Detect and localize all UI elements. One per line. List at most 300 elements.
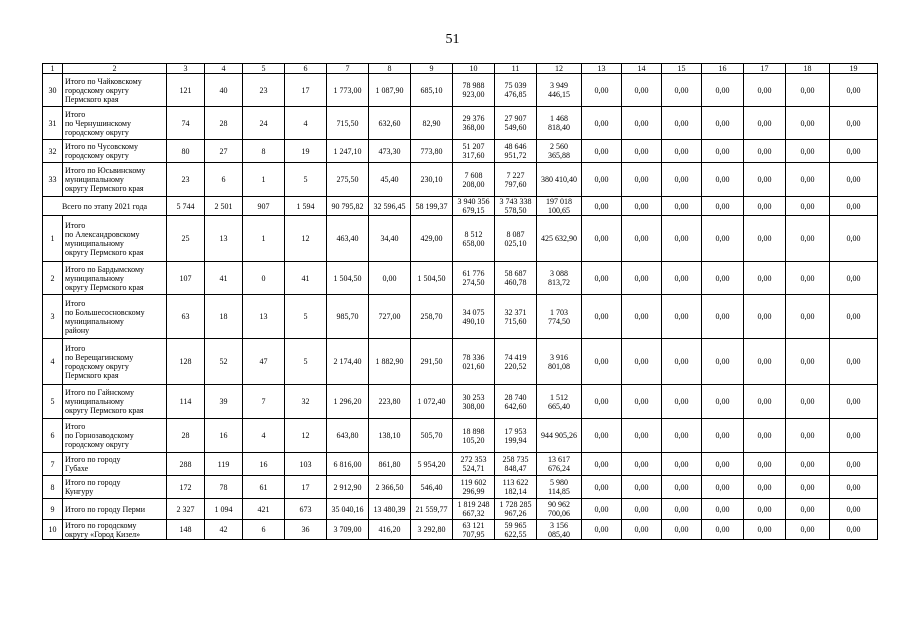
table-cell: 0,00 [830,74,878,107]
table-cell: 0,00 [830,163,878,197]
table-cell: 0,00 [744,419,786,453]
cell-line: 679,15 [462,206,485,215]
table-cell: 0,00 [744,262,786,295]
table-cell: 9 [43,499,63,520]
table-cell: 31 [43,107,63,140]
table-cell [63,385,167,419]
report-table [42,63,878,540]
table-cell: 7 [43,453,63,476]
table-cell: 230,10 [411,163,453,197]
table-cell: 546,40 [411,476,453,499]
table-cell: 13 [205,216,243,262]
table-cell: 0,00 [786,520,830,540]
table-cell: 0,00 [830,295,878,339]
table-cell: 0,00 [786,339,830,385]
cell-line: 951,72 [504,151,527,160]
table-cell: 0,00 [744,520,786,540]
table-cell [537,339,582,385]
table-cell: 0,00 [662,197,702,216]
table-cell: 7 [243,385,285,419]
table-cell [537,262,582,295]
column-header: 6 [285,64,327,74]
cell-line: муниципальному [65,397,124,406]
table-cell: 0,00 [744,499,786,520]
table-cell: 223,80 [369,385,411,419]
cell-line: 425 632,90 [541,234,577,243]
table-cell: 0,00 [582,197,622,216]
table-cell: 0,00 [702,476,744,499]
table-cell [537,499,582,520]
table-cell [453,295,495,339]
table-cell: 39 [205,385,243,419]
table-cell: 23 [243,74,285,107]
cell-line: муниципальному [65,273,124,283]
table-cell: 288 [167,453,205,476]
table-cell: 0,00 [622,499,662,520]
table-cell: 632,60 [369,107,411,140]
table-cell: 1 504,50 [411,262,453,295]
table-cell: 27 [205,140,243,163]
cell-line: 199,94 [504,435,527,445]
cell-line: 801,08 [548,361,570,371]
cell-line: 380 410,40 [541,175,577,184]
cell-line: Пермского края [65,94,119,104]
table-cell [537,476,582,499]
cell-line: 59 965 [504,520,527,530]
cell-line: 667,32 [462,509,485,518]
table-cell [453,197,495,216]
table-cell: 1 773,00 [327,74,369,107]
table-cell: 0,00 [662,419,702,453]
table-cell [63,520,167,540]
cell-line: Итого [65,220,86,230]
table-cell: 0,00 [786,453,830,476]
table-cell: 416,20 [369,520,411,540]
table-row [43,520,878,540]
table-cell: 429,00 [411,216,453,262]
cell-line: 818,40 [548,123,570,132]
table-cell: 28 [167,419,205,453]
table-cell [63,339,167,385]
table-cell: 0,00 [582,476,622,499]
cell-line: Итого [65,422,86,431]
table-row [43,216,878,262]
table-cell [495,216,537,262]
cell-line: Пермского края [65,370,119,380]
table-cell: 463,40 [327,216,369,262]
column-header: 9 [411,64,453,74]
cell-line: 025,10 [504,238,527,248]
table-cell [63,140,167,163]
table-cell: 5 954,20 [411,453,453,476]
column-header: 17 [744,64,786,74]
table-cell: 0,00 [622,197,662,216]
table-cell [453,339,495,385]
table-cell: 0,00 [582,453,622,476]
table-cell: 103 [285,453,327,476]
table-cell: 0,00 [702,385,744,419]
cell-line: 578,50 [504,206,527,215]
cell-line: 3 088 [550,269,568,278]
table-cell: 0,00 [662,262,702,295]
cell-line: по Верещагинскому [65,352,134,362]
table-row [43,107,878,140]
cell-line: 524,71 [462,464,485,473]
cell-line: 208,00 [462,179,485,189]
table-cell: 0,00 [786,216,830,262]
table-cell: 1 296,20 [327,385,369,419]
cell-line: 28 740 [504,392,527,402]
table-cell [537,520,582,540]
table-cell: Всего по этапу 2021 года [43,197,167,216]
table-cell: 505,70 [411,419,453,453]
table-cell: 0,00 [744,163,786,197]
table-cell: 0,00 [622,262,662,295]
cell-line: 78 988 [462,81,485,90]
cell-line: Итого [65,298,86,308]
table-row [43,295,878,339]
table-cell [453,419,495,453]
cell-line: 1 468 [550,114,568,123]
cell-line: 34 075 [462,307,485,317]
table-cell: 0,00 [582,74,622,107]
cell-line: округу Пермского края [65,282,144,292]
cell-line: 105,20 [462,435,485,445]
table-cell: 19 [285,140,327,163]
cell-line: 317,60 [462,151,485,160]
cell-line: 182,14 [504,487,527,496]
cell-line: Итого [65,109,86,119]
table-cell: 1 087,90 [369,74,411,107]
table-cell: 861,80 [369,453,411,476]
table-cell: 1 094 [205,499,243,520]
table-cell: 17 [285,476,327,499]
cell-line: 113 622 [502,478,529,487]
table-cell: 0,00 [622,520,662,540]
total-row [43,197,878,216]
table-cell: 0,00 [830,140,878,163]
table-row [43,140,878,163]
table-cell: 0,00 [786,107,830,140]
table-cell: 727,00 [369,295,411,339]
table-cell: 34,40 [369,216,411,262]
table-cell: 0,00 [582,140,622,163]
cell-line: 700,06 [548,509,570,518]
cell-line: 797,60 [504,179,527,189]
table-cell [453,163,495,197]
cell-line: Кунгуру [65,487,94,496]
cell-line: 308,00 [462,401,485,411]
column-header: 11 [495,64,537,74]
table-cell [453,385,495,419]
table-cell: 0,00 [830,216,878,262]
table-cell: 63 [167,295,205,339]
table-cell: 121 [167,74,205,107]
table-cell [63,163,167,197]
table-cell: 0,00 [662,140,702,163]
table-cell: 0,00 [662,74,702,107]
table-cell: 0,00 [744,476,786,499]
table-cell [495,339,537,385]
table-row [43,385,878,419]
cell-line: 30 253 [462,392,485,402]
column-header: 12 [537,64,582,74]
table-cell: 35 040,16 [327,499,369,520]
table-cell [63,499,167,520]
table-cell: 0,00 [830,197,878,216]
table-cell [63,476,167,499]
table-cell: 0,00 [662,163,702,197]
table-cell: 0,00 [830,385,878,419]
table-cell: 0,00 [622,453,662,476]
cell-line: 58 687 [504,269,527,278]
cell-line: по Чернушинскому [65,118,131,128]
cell-line: городскому округу [65,151,129,160]
cell-line: городскому округу [65,440,129,449]
table-cell [537,385,582,419]
cell-line: 085,40 [548,529,570,539]
table-cell: 1 247,10 [327,140,369,163]
table-cell: 0,00 [786,74,830,107]
table-cell [453,453,495,476]
table-cell: 78 [205,476,243,499]
table-cell: 685,10 [411,74,453,107]
table-cell: 114 [167,385,205,419]
table-cell: 0,00 [582,216,622,262]
table-cell: 0,00 [582,419,622,453]
table-cell: 0,00 [702,107,744,140]
table-cell [495,453,537,476]
table-cell: 0,00 [744,216,786,262]
cell-line: 1 819 248 [457,500,490,509]
table-cell [63,107,167,140]
table-cell: 0,00 [744,74,786,107]
table-cell: 0,00 [702,499,744,520]
table-cell [453,107,495,140]
table-cell: 0,00 [582,520,622,540]
cell-line: округу Пермского края [65,184,144,193]
cell-line: 74 419 [504,352,527,362]
table-cell: 473,30 [369,140,411,163]
table-cell: 4 [285,107,327,140]
table-cell [495,385,537,419]
table-cell: 6 [43,419,63,453]
cell-line: 665,40 [548,401,570,411]
table-cell: 1 [243,163,285,197]
cell-line: 923,00 [462,90,485,99]
table-cell: 275,50 [327,163,369,197]
table-cell: 0,00 [662,476,702,499]
table-cell: 2 [43,262,63,295]
table-cell: 1 594 [285,197,327,216]
cell-line: 27 907 [504,114,527,123]
table-cell: 13 [243,295,285,339]
cell-line: 51 207 [462,142,485,151]
table-cell [495,419,537,453]
table-cell: 0,00 [662,385,702,419]
table-cell [453,476,495,499]
table-cell [495,197,537,216]
table-cell [495,499,537,520]
table-cell: 291,50 [411,339,453,385]
cell-line: 3 916 [550,352,568,362]
table-cell: 0,00 [622,216,662,262]
table-cell: 0,00 [582,339,622,385]
table-cell: 0,00 [702,419,744,453]
cell-line: 813,72 [548,278,570,287]
table-cell: 0,00 [786,262,830,295]
table-cell: 0,00 [622,419,662,453]
table-cell: 0,00 [702,262,744,295]
table-cell: 715,50 [327,107,369,140]
table-cell: 12 [285,419,327,453]
table-cell: 10 [43,520,63,540]
table-cell [453,520,495,540]
table-cell: 0,00 [622,339,662,385]
table-cell: 0,00 [744,197,786,216]
column-header: 8 [369,64,411,74]
table-cell: 52 [205,339,243,385]
table-cell: 258,70 [411,295,453,339]
table-cell: 0,00 [702,140,744,163]
table-cell: 5 [43,385,63,419]
table-cell: 1 882,90 [369,339,411,385]
table-cell [495,476,537,499]
table-cell: 0,00 [786,140,830,163]
table-cell: 6 [243,520,285,540]
table-cell: 32 [285,385,327,419]
column-header: 1 [43,64,63,74]
cell-line: 5 980 [550,478,568,487]
table-cell: 18 [205,295,243,339]
table-cell: 0,00 [582,262,622,295]
table-cell: 0,00 [830,476,878,499]
table-cell: 4 [43,339,63,385]
report-table-body [43,64,878,540]
cell-line: муниципальному [65,316,124,326]
table-cell: 8 [243,140,285,163]
table-cell: 1 072,40 [411,385,453,419]
cell-line: 13 617 [548,455,570,464]
table-cell: 0,00 [702,339,744,385]
table-cell: 32 [43,140,63,163]
table-cell [537,453,582,476]
table-cell: 0,00 [744,385,786,419]
table-cell: 0,00 [702,520,744,540]
table-cell [537,163,582,197]
cell-line: 18 898 [462,426,485,436]
cell-line: 1 703 [550,307,568,317]
cell-line: 220,52 [504,361,527,371]
table-cell: 0,00 [830,107,878,140]
table-cell: 0,00 [830,419,878,453]
table-cell: 8 [43,476,63,499]
table-cell: 0,00 [662,216,702,262]
cell-line: 8 512 [464,229,483,239]
table-cell: 3 709,00 [327,520,369,540]
table-cell: 0,00 [702,453,744,476]
table-cell: 0,00 [786,295,830,339]
cell-line: Итого по Чайковскому [65,76,142,86]
column-header: 4 [205,64,243,74]
cell-line: 61 776 [462,269,485,278]
table-cell: 36 [285,520,327,540]
cell-line: 272 353 [460,455,487,464]
cell-line: 658,00 [462,238,485,248]
table-cell: 3 292,80 [411,520,453,540]
column-header: 10 [453,64,495,74]
cell-line: Итого по городскому [65,520,137,530]
table-cell: 80 [167,140,205,163]
cell-line: Итого по Чусовскому [65,142,138,151]
table-cell: 0,00 [830,262,878,295]
table-cell: 17 [285,74,327,107]
cell-line: 8 087 [506,229,525,239]
page-number: 51 [445,32,460,47]
cell-line: по Горнозаводскому [65,431,134,440]
table-cell [453,499,495,520]
table-cell: 773,80 [411,140,453,163]
table-cell: 421 [243,499,285,520]
table-cell [495,520,537,540]
table-cell: 0,00 [662,295,702,339]
table-cell: 0,00 [702,197,744,216]
cell-line: Итого по городу [65,455,121,464]
column-header: 3 [167,64,205,74]
table-cell: 0,00 [622,140,662,163]
table-cell: 0,00 [744,453,786,476]
table-cell: 0,00 [622,74,662,107]
table-cell: 0,00 [622,107,662,140]
column-header: 15 [662,64,702,74]
column-header: 5 [243,64,285,74]
table-cell [537,295,582,339]
table-cell: 1 [43,216,63,262]
cell-line: Итого по городу Перми [65,504,146,514]
cell-line: 3 940 356 [457,197,490,206]
table-cell: 0,00 [662,520,702,540]
table-cell [537,216,582,262]
table-row [43,339,878,385]
table-cell: 6 816,00 [327,453,369,476]
table-cell [63,74,167,107]
cell-line: 967,26 [504,509,527,518]
cell-line: округу Пермского края [65,406,144,415]
table-cell: 6 [205,163,243,197]
table-cell [495,262,537,295]
table-cell [453,262,495,295]
table-cell: 673 [285,499,327,520]
table-cell: 0,00 [744,140,786,163]
table-cell [495,140,537,163]
table-cell: 13 480,39 [369,499,411,520]
table-cell: 90 795,82 [327,197,369,216]
cell-line: 17 953 [504,426,527,436]
table-cell: 61 [243,476,285,499]
cell-line: 944 905,26 [541,431,577,440]
cell-line: 1 512 [550,392,568,402]
cell-line: 78 336 [462,352,485,362]
column-header: 19 [830,64,878,74]
cell-line: 642,60 [504,401,527,411]
table-cell [495,74,537,107]
cell-line: 2 560 [550,142,568,151]
column-header: 2 [63,64,167,74]
table-cell [537,140,582,163]
table-cell: 107 [167,262,205,295]
table-cell: 28 [205,107,243,140]
table-cell: 0,00 [830,453,878,476]
